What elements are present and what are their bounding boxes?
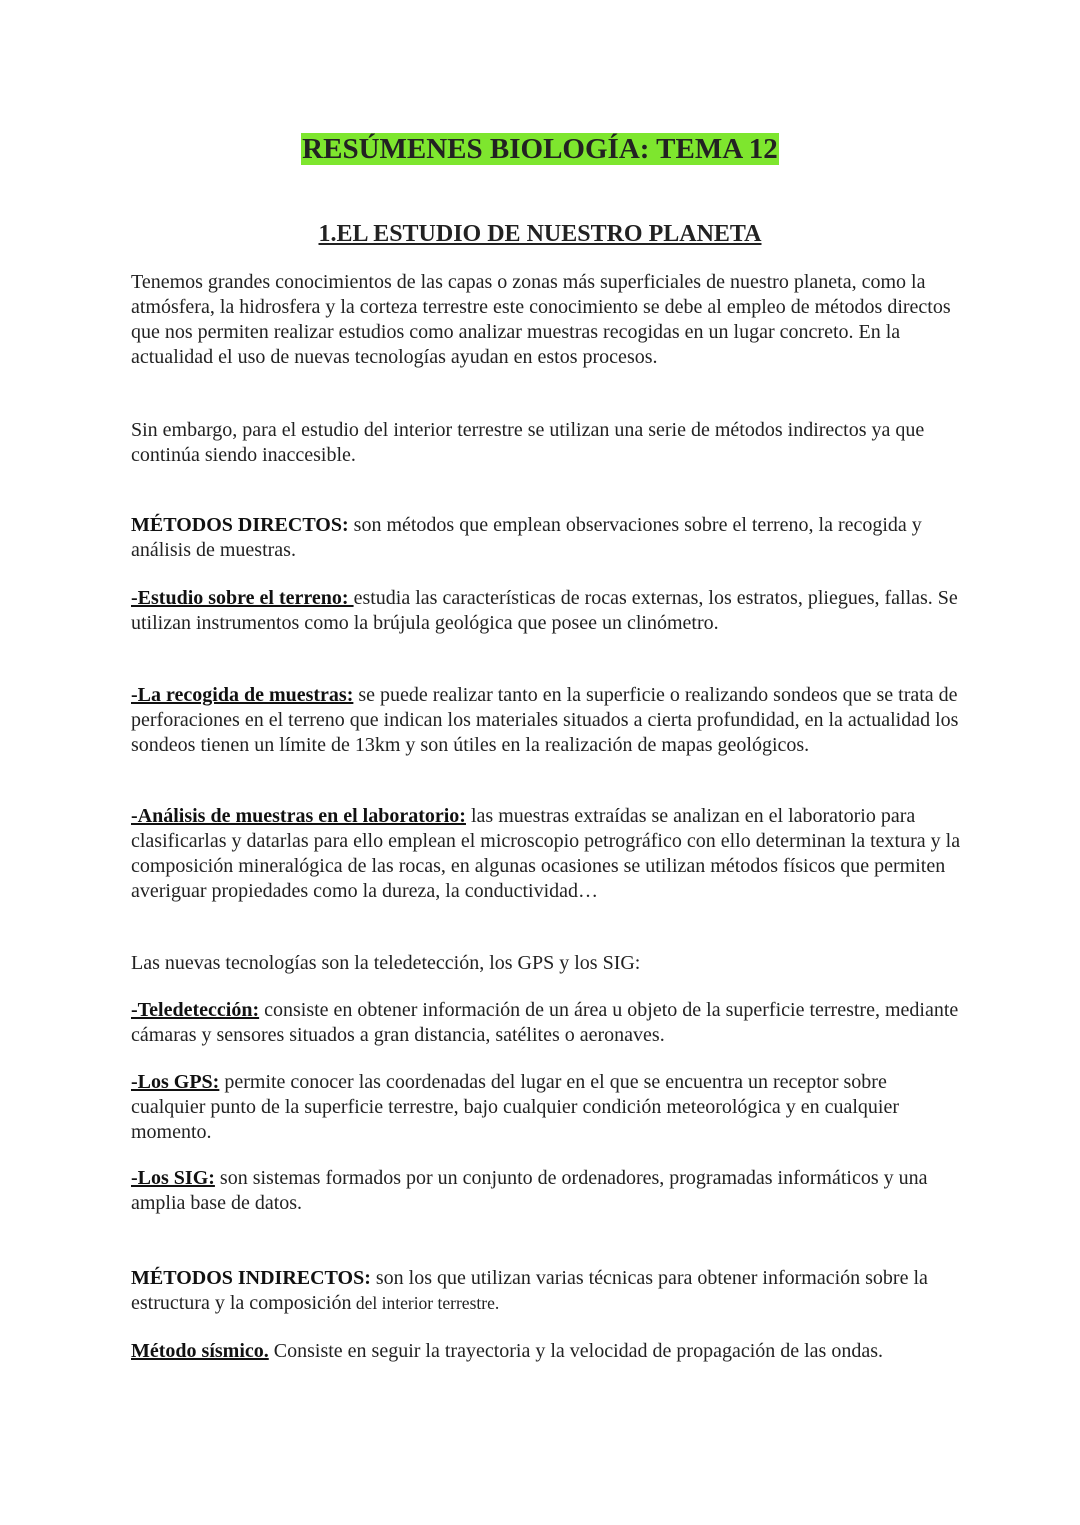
section-title: 1.EL ESTUDIO DE NUESTRO PLANETA [318,221,762,247]
indirectos-paragraph [131,1266,961,1316]
directos-label: MÉTODOS DIRECTOS: [131,514,349,536]
document-title-text: RESÚMENES BIOLOGÍA: TEMA 12 [302,133,778,165]
sismico-text: Consiste en seguir la trayectoria y la velocidad de propagación de las ondas. [268,1340,884,1362]
nuevas-tecnologias-paragraph: Las nuevas tecnologías son la teledetección, los GPS y los SIG: [131,952,641,974]
indirectos-label: MÉTODOS INDIRECTOS: [131,1267,371,1289]
sismico-label: Método sísmico. [131,1340,269,1362]
gps-label: -Los GPS: [131,1071,220,1093]
sig-text: son sistemas formados por un conjunto de ordenadores, programadas informáticos y una amplia base de datos. [131,1167,928,1214]
recogida-text: se puede realizar tanto en la superficie o realizando sondeos que se trata de perforaciones en el terreno que indican los materiales situados a cierta profundidad, en la actualidad los sondeos tienen un límite de 13km y son útiles en la realización de mapas geológicos. [131,684,959,756]
analisis-paragraph [131,804,961,904]
sismico-paragraph [131,1339,971,1364]
estudio-terreno-text: estudia las características de rocas externas, los estratos, pliegues, fallas. Se utilizan instrumentos como la brújula geológica que posee un clinómetro. [131,587,958,634]
estudio-terreno-paragraph [131,586,961,636]
gps-paragraph [131,1070,961,1145]
teledeteccion-text: consiste en obtener información de un área u objeto de la superficie terrestre, mediante cámaras y sensores situados a gran distancia, satélites o aeronaves. [131,999,959,1046]
gps-text: permite conocer las coordenadas del lugar en el que se encuentra un receptor sobre cualquier punto de la superficie terrestre, bajo cualquier condición meteorológica y en cualquier momento. [131,1071,900,1143]
estudio-terreno-label: -Estudio sobre el terreno: [131,587,354,609]
recogida-label: -La recogida de muestras: [131,684,354,706]
intro-paragraph-1: Tenemos grandes conocimientos de las capas o zonas más superficiales de nuestro planeta, como la atmósfera, la hidrosfera y la corteza terrestre este conocimiento se debe al empleo de métodos directos que nos permiten realizar estudios como analizar muestras recogidas en un lugar concreto. En la actualidad el uso de nuevas tecnologías ayudan en estos procesos. [131,271,951,368]
sig-paragraph [131,1166,961,1216]
analisis-label: -Análisis de muestras en el laboratorio: [131,805,466,827]
directos-text: son métodos que emplean observaciones sobre el terreno, la recogida y análisis de muestras. [131,514,922,561]
intro-paragraph-2: Sin embargo, para el estudio del interior terrestre se utilizan una serie de métodos indirectos ya que continúa siendo inaccesible. [131,419,925,466]
indirectos-text-small: del interior terrestre. [351,1293,500,1313]
indirectos-text: son los que utilizan varias técnicas para obtener información sobre la estructura y la composición [131,1267,928,1314]
teledeteccion-paragraph [131,998,961,1048]
document-title [0,130,1080,168]
teledeteccion-label: -Teledetección: [131,999,260,1021]
directos-paragraph [131,513,961,563]
analisis-text: las muestras extraídas se analizan en el laboratorio para clasificarlas y datarlas para ello emplean el microscopio petrográfico con ello determinan la textura y la composición mineralógica de las rocas, en algunas ocasiones se utilizan métodos físicos que permiten averiguar propiedades como la dureza, la conductividad… [131,805,961,902]
sig-label: -Los SIG: [131,1167,215,1189]
recogida-paragraph [131,683,961,758]
